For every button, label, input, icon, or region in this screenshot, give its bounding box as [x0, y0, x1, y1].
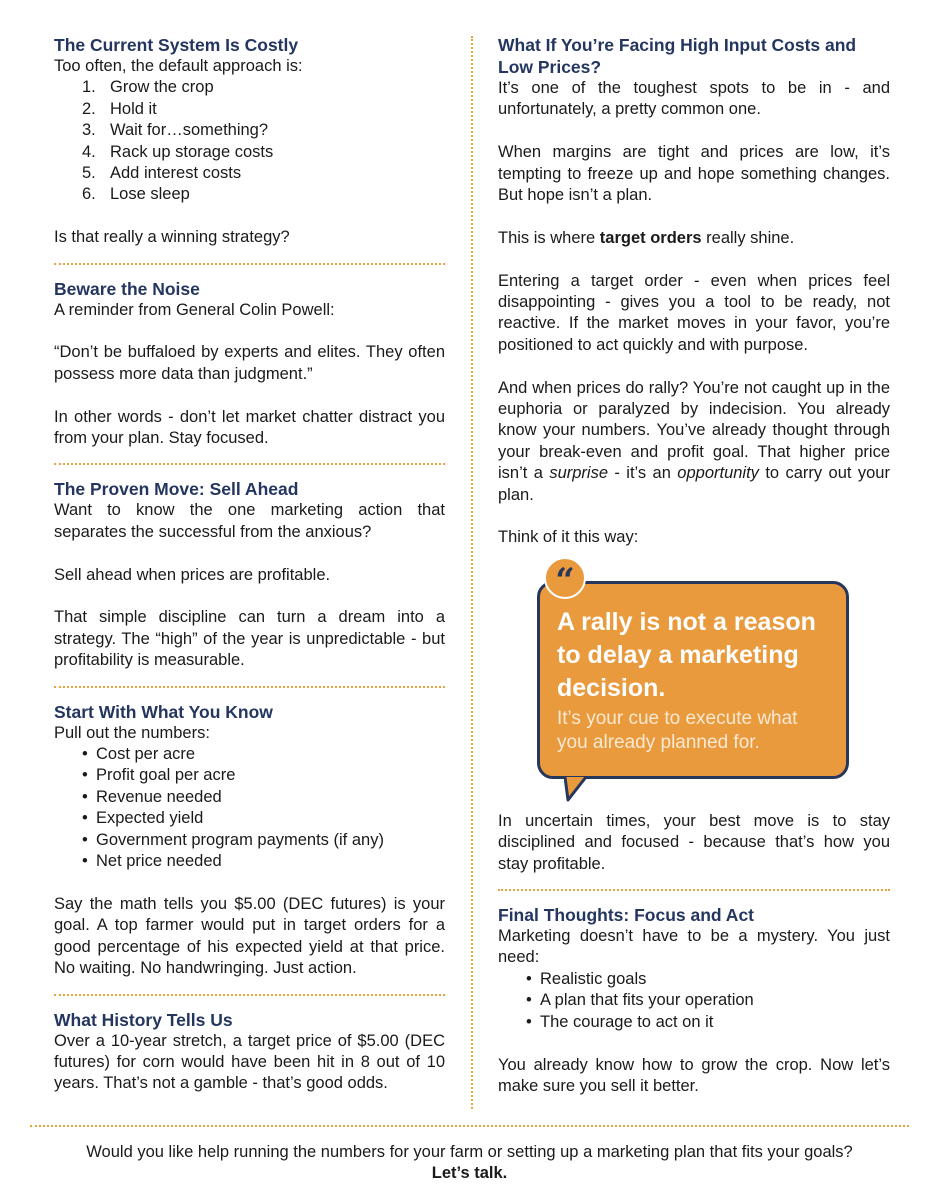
list-item: • The courage to act on it [498, 1012, 890, 1033]
section-final-thoughts [498, 904, 890, 1097]
paragraph: It’s one of the toughest spots to be in - and unfortunately, a pretty common one. [498, 79, 890, 119]
left-column [54, 34, 445, 1095]
section-divider [54, 686, 445, 688]
section-title: The Proven Move: Sell Ahead [54, 479, 299, 500]
paragraph: Think of it this way: [498, 528, 639, 547]
bullet-list [54, 744, 445, 872]
footer-cta: Let’s talk. [431, 1164, 508, 1182]
paragraph: In other words - don’t let market chatter distract you from your plan. Stay focused. [54, 407, 445, 448]
section-sell-ahead [54, 478, 445, 671]
paragraph: This is where target orders really shine. [498, 228, 795, 247]
paragraph: Say the math tells you $5.00 (DEC futures) is your goal. A top farmer would put in target orders for a good percentage of his expected yield at that price. No waiting. No handwringing. Just action. [54, 894, 445, 978]
list-item: 2. Hold it [82, 99, 157, 118]
section-beware-noise [54, 278, 445, 450]
section-outro: Is that really a winning strategy? [54, 228, 290, 247]
numbered-list [54, 77, 445, 205]
bullet-list [498, 969, 890, 1033]
list-item: • Realistic goals [498, 969, 890, 990]
section-title: What History Tells Us [54, 1009, 233, 1030]
paragraph: Over a 10-year stretch, a target price of $5.00 (DEC futures) for corn would have been hit in 8 out of 10 years. That’s not a gamble - that’s good odds. [54, 1031, 445, 1093]
list-item: 5. Add interest costs [82, 164, 242, 183]
section-high-costs [498, 34, 890, 549]
list-item: • A plan that fits your operation [498, 990, 890, 1011]
list-item: • Expected yield [54, 808, 445, 829]
paragraph: In uncertain times, your best move is to stay disciplined and focused - because that’s how you stay profitable. [498, 811, 890, 873]
speech-bubble [537, 581, 849, 779]
quote-paragraph: “Don’t be buffaloed by experts and elites. They often possess more data than judgment.” [54, 343, 445, 383]
svg-text:“: “ [555, 560, 575, 599]
section-title: What If You’re Facing High Input Costs and Low Prices? [498, 35, 857, 77]
quote-icon [544, 557, 586, 599]
section-intro: Marketing doesn’t have to be a mystery. You just need: [498, 927, 890, 967]
footer-question: Would you like help running the numbers for your farm or setting up a marketing plan that fits your goals? [86, 1143, 853, 1161]
list-item: • Profit goal per acre [54, 765, 445, 786]
section-divider [54, 994, 445, 996]
section-what-you-know [54, 701, 445, 980]
paragraph: Entering a target order - even when prices feel disappointing - gives you a tool to be ready, not reactive. If the market moves in your favor, you’re positioned to act quickly and with purpose. [498, 271, 890, 354]
list-item: 3. Wait for…something? [82, 121, 269, 140]
section-title: Start With What You Know [54, 701, 273, 722]
section-title: Beware the Noise [54, 278, 200, 299]
paragraph: When margins are tight and prices are low, it’s tempting to freeze up and hope something changes. But hope isn’t a plan. [498, 143, 890, 205]
section-divider [498, 889, 890, 891]
right-column [498, 34, 890, 1097]
list-item: • Government program payments (if any) [54, 830, 445, 851]
paragraph: And when prices do rally? You’re not caught up in the euphoria or paralyzed by indecision. You already know your numbers. You’ve already thought through your break-even and profit goal. That higher price isn’t a surprise - it’s an opportunity to carry out your plan. [498, 378, 890, 504]
list-item: • Revenue needed [54, 787, 445, 808]
section-intro: Too often, the default approach is: [54, 57, 303, 75]
paragraph: A reminder from General Colin Powell: [54, 300, 335, 319]
list-item: 1. Grow the crop [82, 78, 214, 97]
section-title: Final Thoughts: Focus and Act [498, 905, 755, 926]
section-intro: Pull out the numbers: [54, 723, 210, 742]
section-outro: You already know how to grow the crop. Now let’s make sure you sell it better. [498, 1055, 890, 1095]
list-item: • Net price needed [54, 851, 445, 872]
list-item: 4. Rack up storage costs [82, 142, 274, 161]
bubble-tail [564, 777, 590, 803]
section-divider [54, 463, 445, 465]
footer [30, 1125, 909, 1184]
paragraph: Want to know the one marketing action that separates the successful from the anxious? [54, 501, 445, 541]
section-divider [54, 263, 445, 265]
paragraph: That simple discipline can turn a dream into a strategy. The “high” of the year is unpredictable - but profitability is measurable. [54, 608, 445, 670]
list-item: • Cost per acre [54, 744, 445, 765]
section-history [54, 1009, 445, 1095]
list-item: 6. Lose sleep [82, 185, 190, 204]
callout-subtext: It’s your cue to execute what you already planned for. [557, 707, 798, 753]
section-title: The Current System Is Costly [54, 35, 299, 55]
column-divider [471, 36, 473, 1109]
quote-callout [498, 561, 890, 811]
section-current-system [54, 34, 445, 249]
emphasis-target-orders: target orders [599, 228, 702, 247]
paragraph: Sell ahead when prices are profitable. [54, 565, 331, 584]
callout-headline: A rally is not a reason to delay a marketing decision. [557, 607, 816, 702]
